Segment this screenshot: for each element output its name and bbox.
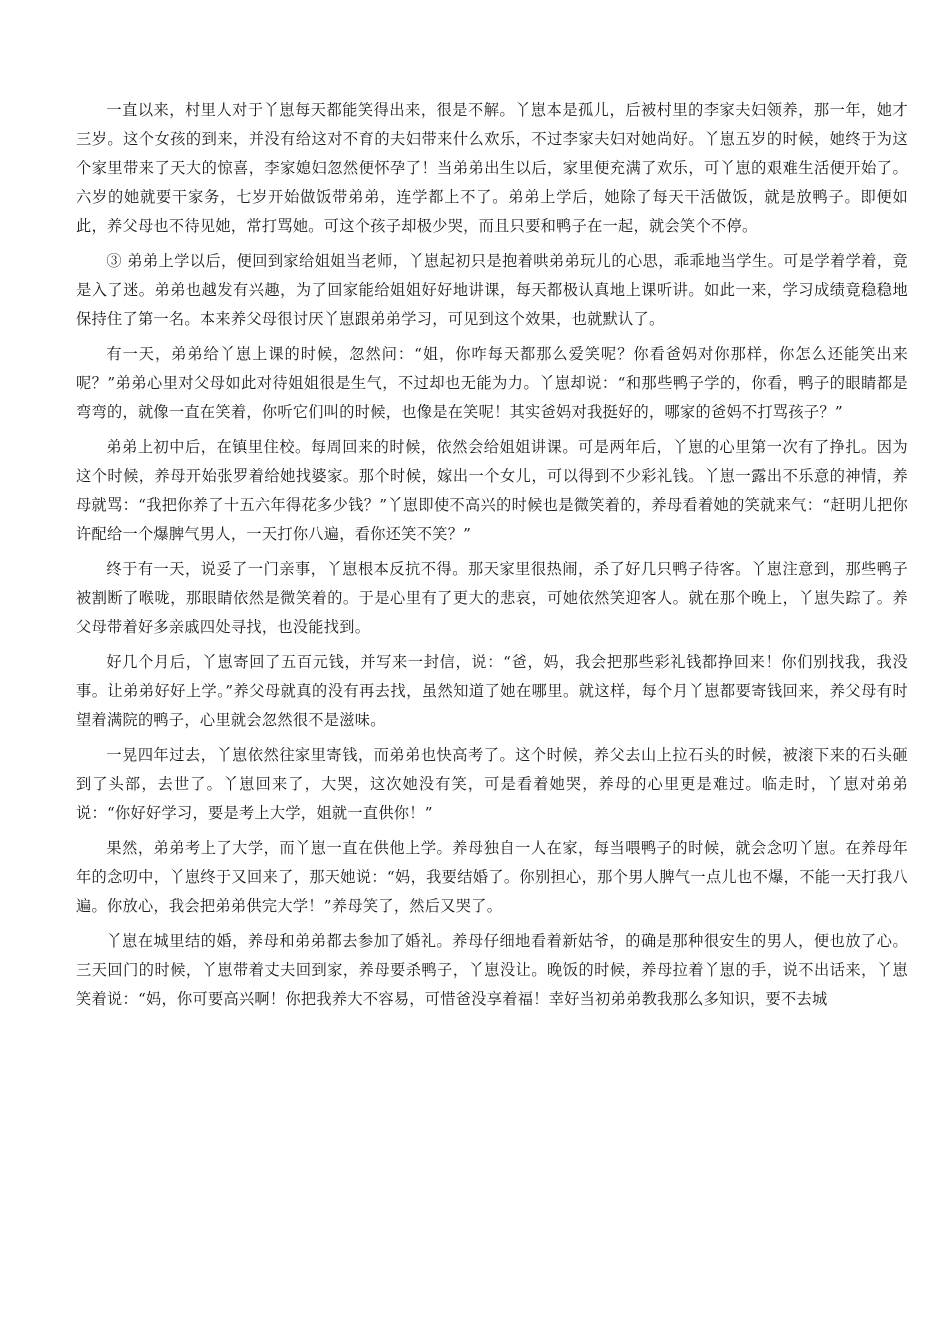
paragraph-7: 一晃四年过去，丫崽依然往家里寄钱，而弟弟也快高考了。这个时候，养父去山上拉石头的时候，被滚下来的石头砸到了头部，去世了。丫崽回来了，大哭，这次她没有笑，可是看着她哭，养母的心里更是难过。临走时，丫崽对弟弟说：“你好好学习，要是考上大学，姐就一直供你！” [76, 746, 908, 822]
paragraph-8: 果然，弟弟考上了大学，而丫崽一直在供他上学。养母独自一人在家，每当喂鸭子的时候，就会念叨丫崽。在养母年年的念叨中，丫崽终于又回来了，那天她说：“妈，我要结婚了。你别担心，那个男人脾气一点儿也不爆，不能一天打我八遍。你放心，我会把弟弟供完大学！”养母笑了，然后又哭了。 [76, 839, 908, 915]
article-body [76, 96, 908, 1020]
paragraph-1: 一直以来，村里人对于丫崽每天都能笑得出来，很是不解。丫崽本是孤儿，后被村里的李家夫妇领养，那一年，她才三岁。这个女孩的到来，并没有给这对不育的夫妇带来什么欢乐，不过李家夫妇对她尚好。丫崽五岁的时候，她终于为这个家里带来了天大的惊喜，李家媳妇忽然便怀孕了！当弟弟出生以后，家里便充满了欢乐，可丫崽的艰难生活便开始了。六岁的她就要干家务，七岁开始做饭带弟弟，连学都上不了。弟弟上学后，她除了每天干活做饭，就是放鸭子。即便如此，养父母也不待见她，常打骂她。可这个孩子却极少哭，而且只要和鸭子在一起，就会笑个不停。 [76, 101, 908, 235]
paragraph-6: 好几个月后，丫崽寄回了五百元钱，并写来一封信，说：“爸，妈，我会把那些彩礼钱都挣回来！你们别找我，我没事。让弟弟好好上学。”养父母就真的没有再去找，虽然知道了她在哪里。就这样，每个月丫崽都要寄钱回来，养父母有时望着满院的鸭子，心里就会忽然很不是滋味。 [76, 653, 908, 729]
paragraph-2: ③ 弟弟上学以后，便回到家给姐姐当老师，丫崽起初只是抱着哄弟弟玩儿的心思，乖乖地当学生。可是学着学着，竟是入了迷。弟弟也越发有兴趣，为了回家能给姐姐好好地讲课，每天都极认真地上课听讲。如此一来，学习成绩竟稳稳地保持住了第一名。本来养父母很讨厌丫崽跟弟弟学习，可见到这个效果，也就默认了。 [76, 252, 908, 328]
paragraph-4: 弟弟上初中后，在镇里住校。每周回来的时候，依然会给姐姐讲课。可是两年后，丫崽的心里第一次有了挣扎。因为这个时候，养母开始张罗着给她找婆家。那个时候，嫁出一个女儿，可以得到不少彩礼钱。丫崽一露出不乐意的神情，养母就骂：“我把你养了十五六年得花多少钱？”丫崽即使不高兴的时候也是微笑着的，养母看着她的笑就来气：“赶明儿把你许配给一个爆脾气男人，一天打你八遍，看你还笑不笑？” [76, 438, 908, 543]
paragraph-5: 终于有一天，说妥了一门亲事，丫崽根本反抗不得。那天家里很热闹，杀了好几只鸭子待客。丫崽注意到，那些鸭子被割断了喉咙，那眼睛依然是微笑着的。于是心里有了更大的悲哀，可她依然笑迎客人。就在那个晚上，丫崽失踪了。养父母带着好多亲戚四处寻找，也没能找到。 [76, 560, 908, 636]
paragraph-9: 丫崽在城里结的婚，养母和弟弟都去参加了婚礼。养母仔细地看着新姑爷，的确是那种很安生的男人，便也放了心。三天回门的时候，丫崽带着丈夫回到家，养母要杀鸭子，丫崽没让。晚饭的时候，养母拉着丫崽的手，说不出话来，丫崽笑着说：“妈，你可要高兴啊！你把我养大不容易，可惜爸没享着福！幸好当初弟弟教我那么多知识，要不去城 [76, 932, 908, 1008]
paragraph-3: 有一天，弟弟给丫崽上课的时候，忽然问：“姐，你咋每天都那么爱笑呢？你看爸妈对你那样，你怎么还能笑出来呢？”弟弟心里对父母如此对待姐姐很是生气，不过却也无能为力。丫崽却说：“和那些鸭子学的，你看，鸭子的眼睛都是弯弯的，就像一直在笑着，你听它们叫的时候，也像是在笑呢！其实爸妈对我挺好的，哪家的爸妈不打骂孩子？” [76, 345, 908, 421]
